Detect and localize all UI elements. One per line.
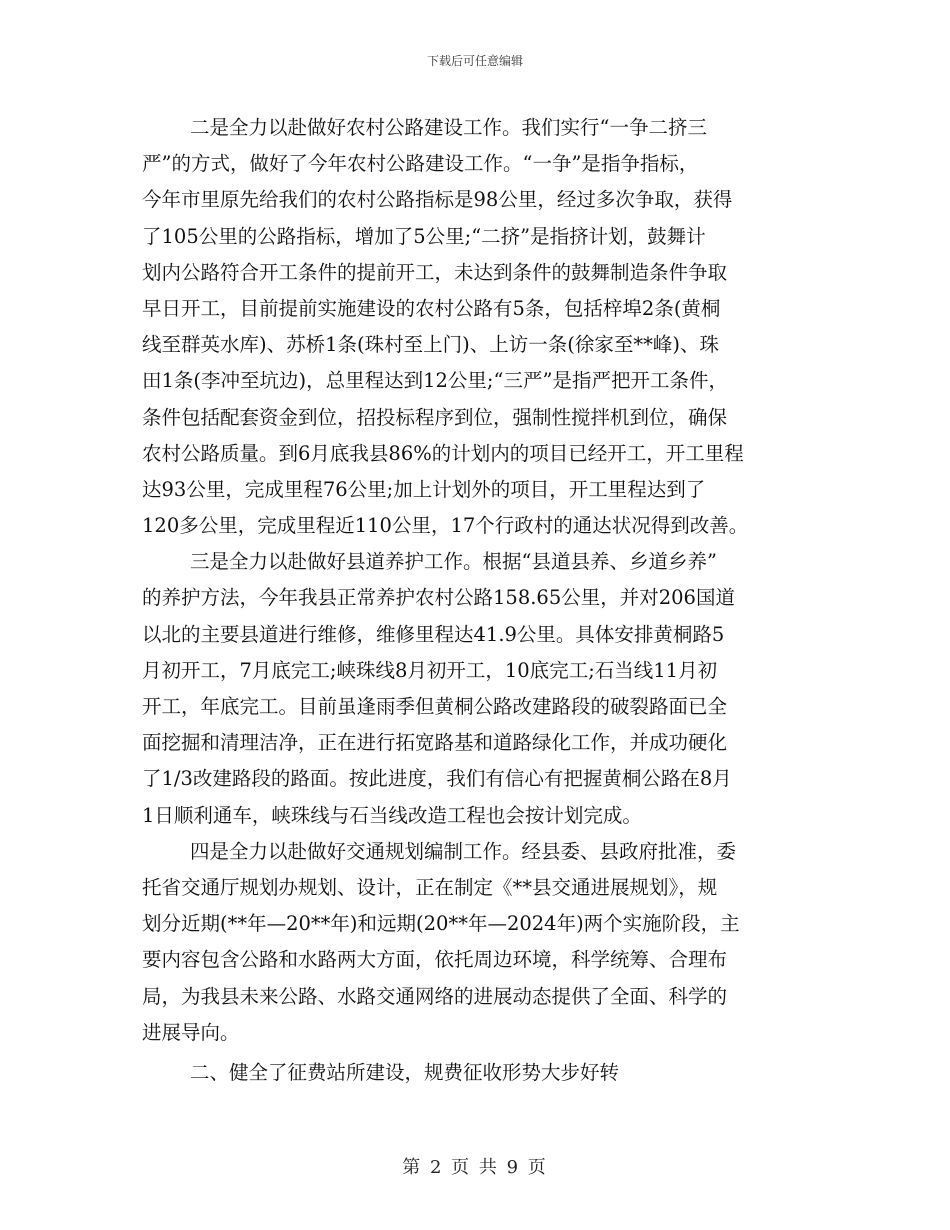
paragraph-line: 了105公里的公路指标，增加了5公里;“二挤”是指挤计划，鼓舞计 (142, 224, 706, 248)
paragraph-line: 局，为我县未来公路、水路交通网络的进展动态提供了全面、科学的 (142, 984, 728, 1008)
paragraph-line: 1日顺利通车，峡珠线与石当线改造工程也会按计划完成。 (142, 803, 642, 827)
paragraph-line: 严”的方式，做好了今年农村公路建设工作。“一争”是指争指标， (142, 152, 699, 176)
paragraph-line: 田1条(李冲至坑边)，总里程达到12公里;“三严”是指严把开工条件， (142, 369, 728, 393)
paragraph-line: 的养护方法，今年我县正常养护农村公路158.65公里，并对206国道 (142, 586, 735, 610)
paragraph-line: 开工，年底完工。目前虽逢雨季但黄桐公路改建路段的破裂路面已全 (142, 695, 728, 718)
paragraph-line: 早日开工，目前提前实施建设的农村公路有5条，包括梓埠2条(黄桐 (142, 296, 721, 320)
paragraph-line: 面挖掘和清理洁净，正在进行拓宽路基和道路绿化工作，并成功硬化 (142, 731, 728, 755)
section-heading: 二、健全了征费站所建设，规费征收形势大步好转 (190, 1060, 620, 1084)
paragraph-line: 二是全力以赴做好农村公路建设工作。我们实行“一争二挤三 (190, 116, 707, 139)
paragraph-line: 以北的主要县道进行维修，维修里程达41.9公里。具体安排黄桐路5 (142, 622, 725, 646)
page-header: 下载后可任意编辑 (426, 54, 523, 68)
paragraph-line: 农村公路质量。到6月底我县86%的计划内的项目已经开工，开工里程 (142, 441, 744, 465)
paragraph-line: 要内容包含公路和水路两大方面，依托周边环境，科学统筹、合理布 (142, 948, 728, 972)
paragraph-line: 今年市里原先给我们的农村公路指标是98公里，经过多次争取，获得 (142, 188, 733, 212)
paragraph-transport-planning (142, 834, 832, 1051)
paragraph-line: 条件包括配套资金到位，招投标程序到位，强制性搅拌机到位，确保 (142, 405, 728, 429)
paragraph-line: 达93公里，完成里程76公里;加上计划外的项目，开工里程达到了 (142, 477, 706, 501)
paragraph-line: 了1/3改建路段的路面。按此进度，我们有信心有把握黄桐公路在8月 (142, 767, 732, 791)
paragraph-line: 线至群英水库)、苏桥1条(珠村至上门)、上访一条(徐家至**峰)、珠 (142, 333, 719, 357)
paragraph-line: 托省交通厅规划办规划、设计，正在制定《**县交通进展规划》，规 (142, 875, 718, 899)
paragraph-line: 120多公里，完成里程近110公里，17个行政村的通达状况得到改善。 (142, 514, 749, 538)
paragraph-line: 月初开工，7月底完工;峡珠线8月初开工，10底完工;石当线11月初 (142, 658, 718, 682)
document-body (142, 110, 832, 1091)
paragraph-line: 划分近期(**年—20**年)和远期(20**年—2024年)两个实施阶段，主 (142, 912, 740, 936)
paragraph-rural-road-construction (142, 110, 832, 544)
paragraph-line: 三是全力以赴做好县道养护工作。根据“县道县养、乡道乡养” (190, 550, 717, 574)
paragraph-line: 四是全力以赴做好交通规划编制工作。经县委、县政府批准，委 (190, 839, 737, 863)
paragraph-line: 划内公路符合开工条件的提前开工，未达到条件的鼓舞制造条件争取 (142, 260, 728, 284)
page-number-footer: 第 2 页 共 9 页 (402, 1157, 548, 1178)
paragraph-line: 进展导向。 (142, 1020, 240, 1044)
paragraph-county-road-maintenance (142, 544, 832, 834)
